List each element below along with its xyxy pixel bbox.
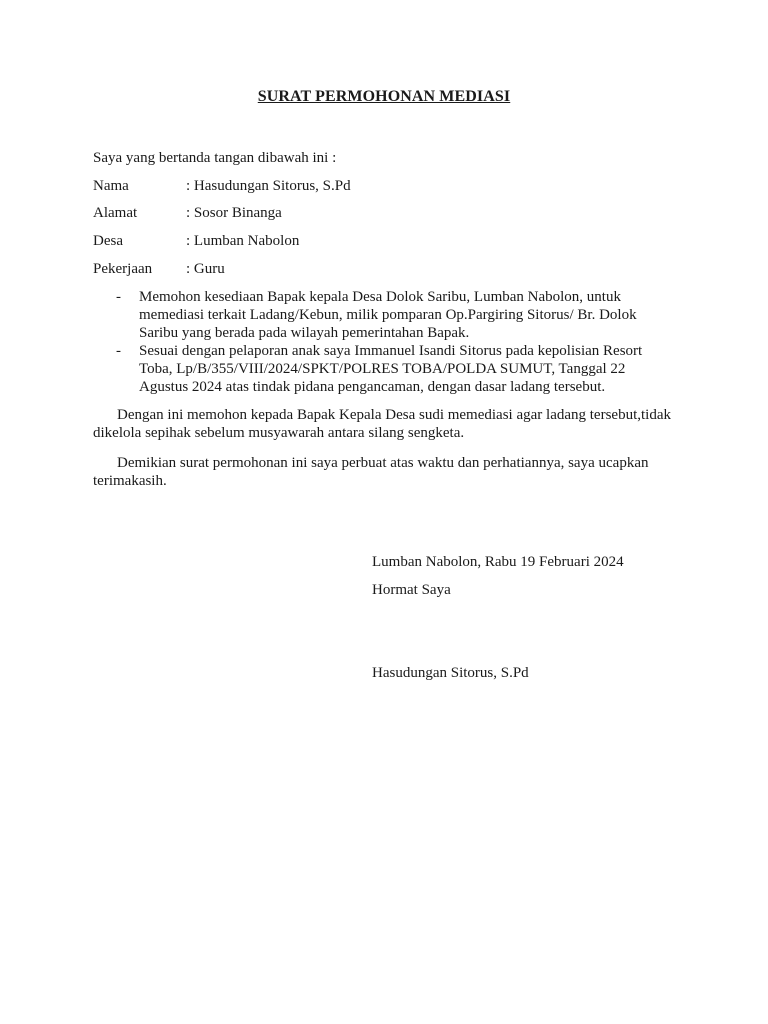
list-item-text: Memohon kesediaan Bapak kepala Desa Dolok Saribu, Lumban Nabolon, untuk memediasi terkait Ladang/Kebun, milik pomparan Op.Pargiring Sitorus/ Br. Dolok Saribu yang berada pada wilayah pemerintahan Bapak. [139,289,637,341]
field-label: Alamat [93,205,138,221]
field-value: : Sosor Binanga [186,205,282,221]
list-item-text: Sesuai dengan pelaporan anak saya Immanuel Isandi Sitorus pada kepolisian Resort Toba, Lp/B/355/VIII/2024/SPKT/POLRES TOBA/POLDA SUMUT, Tanggal 22 Agustus 2024 atas tindak pidana pengancaman, dengan dasar ladang tersebut. [139,343,643,395]
signature-closing: Hormat Saya [372,582,451,598]
field-row-pekerjaan [93,261,653,281]
paragraph-closing: Demikian surat permohonan ini saya perbuat atas waktu dan perhatiannya, saya ucapkan terimakasih. [93,455,649,489]
intro-text: Saya yang bertanda tangan dibawah ini : [93,150,337,166]
list-item [116,288,676,342]
request-list [116,288,676,396]
field-value: : Hasudungan Sitorus, S.Pd [186,178,351,194]
field-value: : Lumban Nabolon [186,233,300,249]
field-label: Desa [93,233,123,249]
bullet-marker: - [116,289,121,305]
field-label: Pekerjaan [93,261,153,277]
field-label: Nama [93,178,129,194]
field-value: : Guru [186,261,225,277]
signature-name: Hasudungan Sitorus, S.Pd [372,665,529,681]
signature-place-date: Lumban Nabolon, Rabu 19 Februari 2024 [372,554,624,570]
paragraph-request: Dengan ini memohon kepada Bapak Kepala Desa sudi memediasi agar ladang tersebut,tidak dikelola sepihak sebelum musyawarah antara silang sengketa. [93,407,671,441]
list-item [116,342,676,396]
field-row-desa [93,233,653,253]
document-title: SURAT PERMOHONAN MEDIASI [257,88,511,105]
field-row-alamat [93,205,653,225]
bullet-marker: - [116,343,121,359]
field-row-nama [93,178,653,198]
